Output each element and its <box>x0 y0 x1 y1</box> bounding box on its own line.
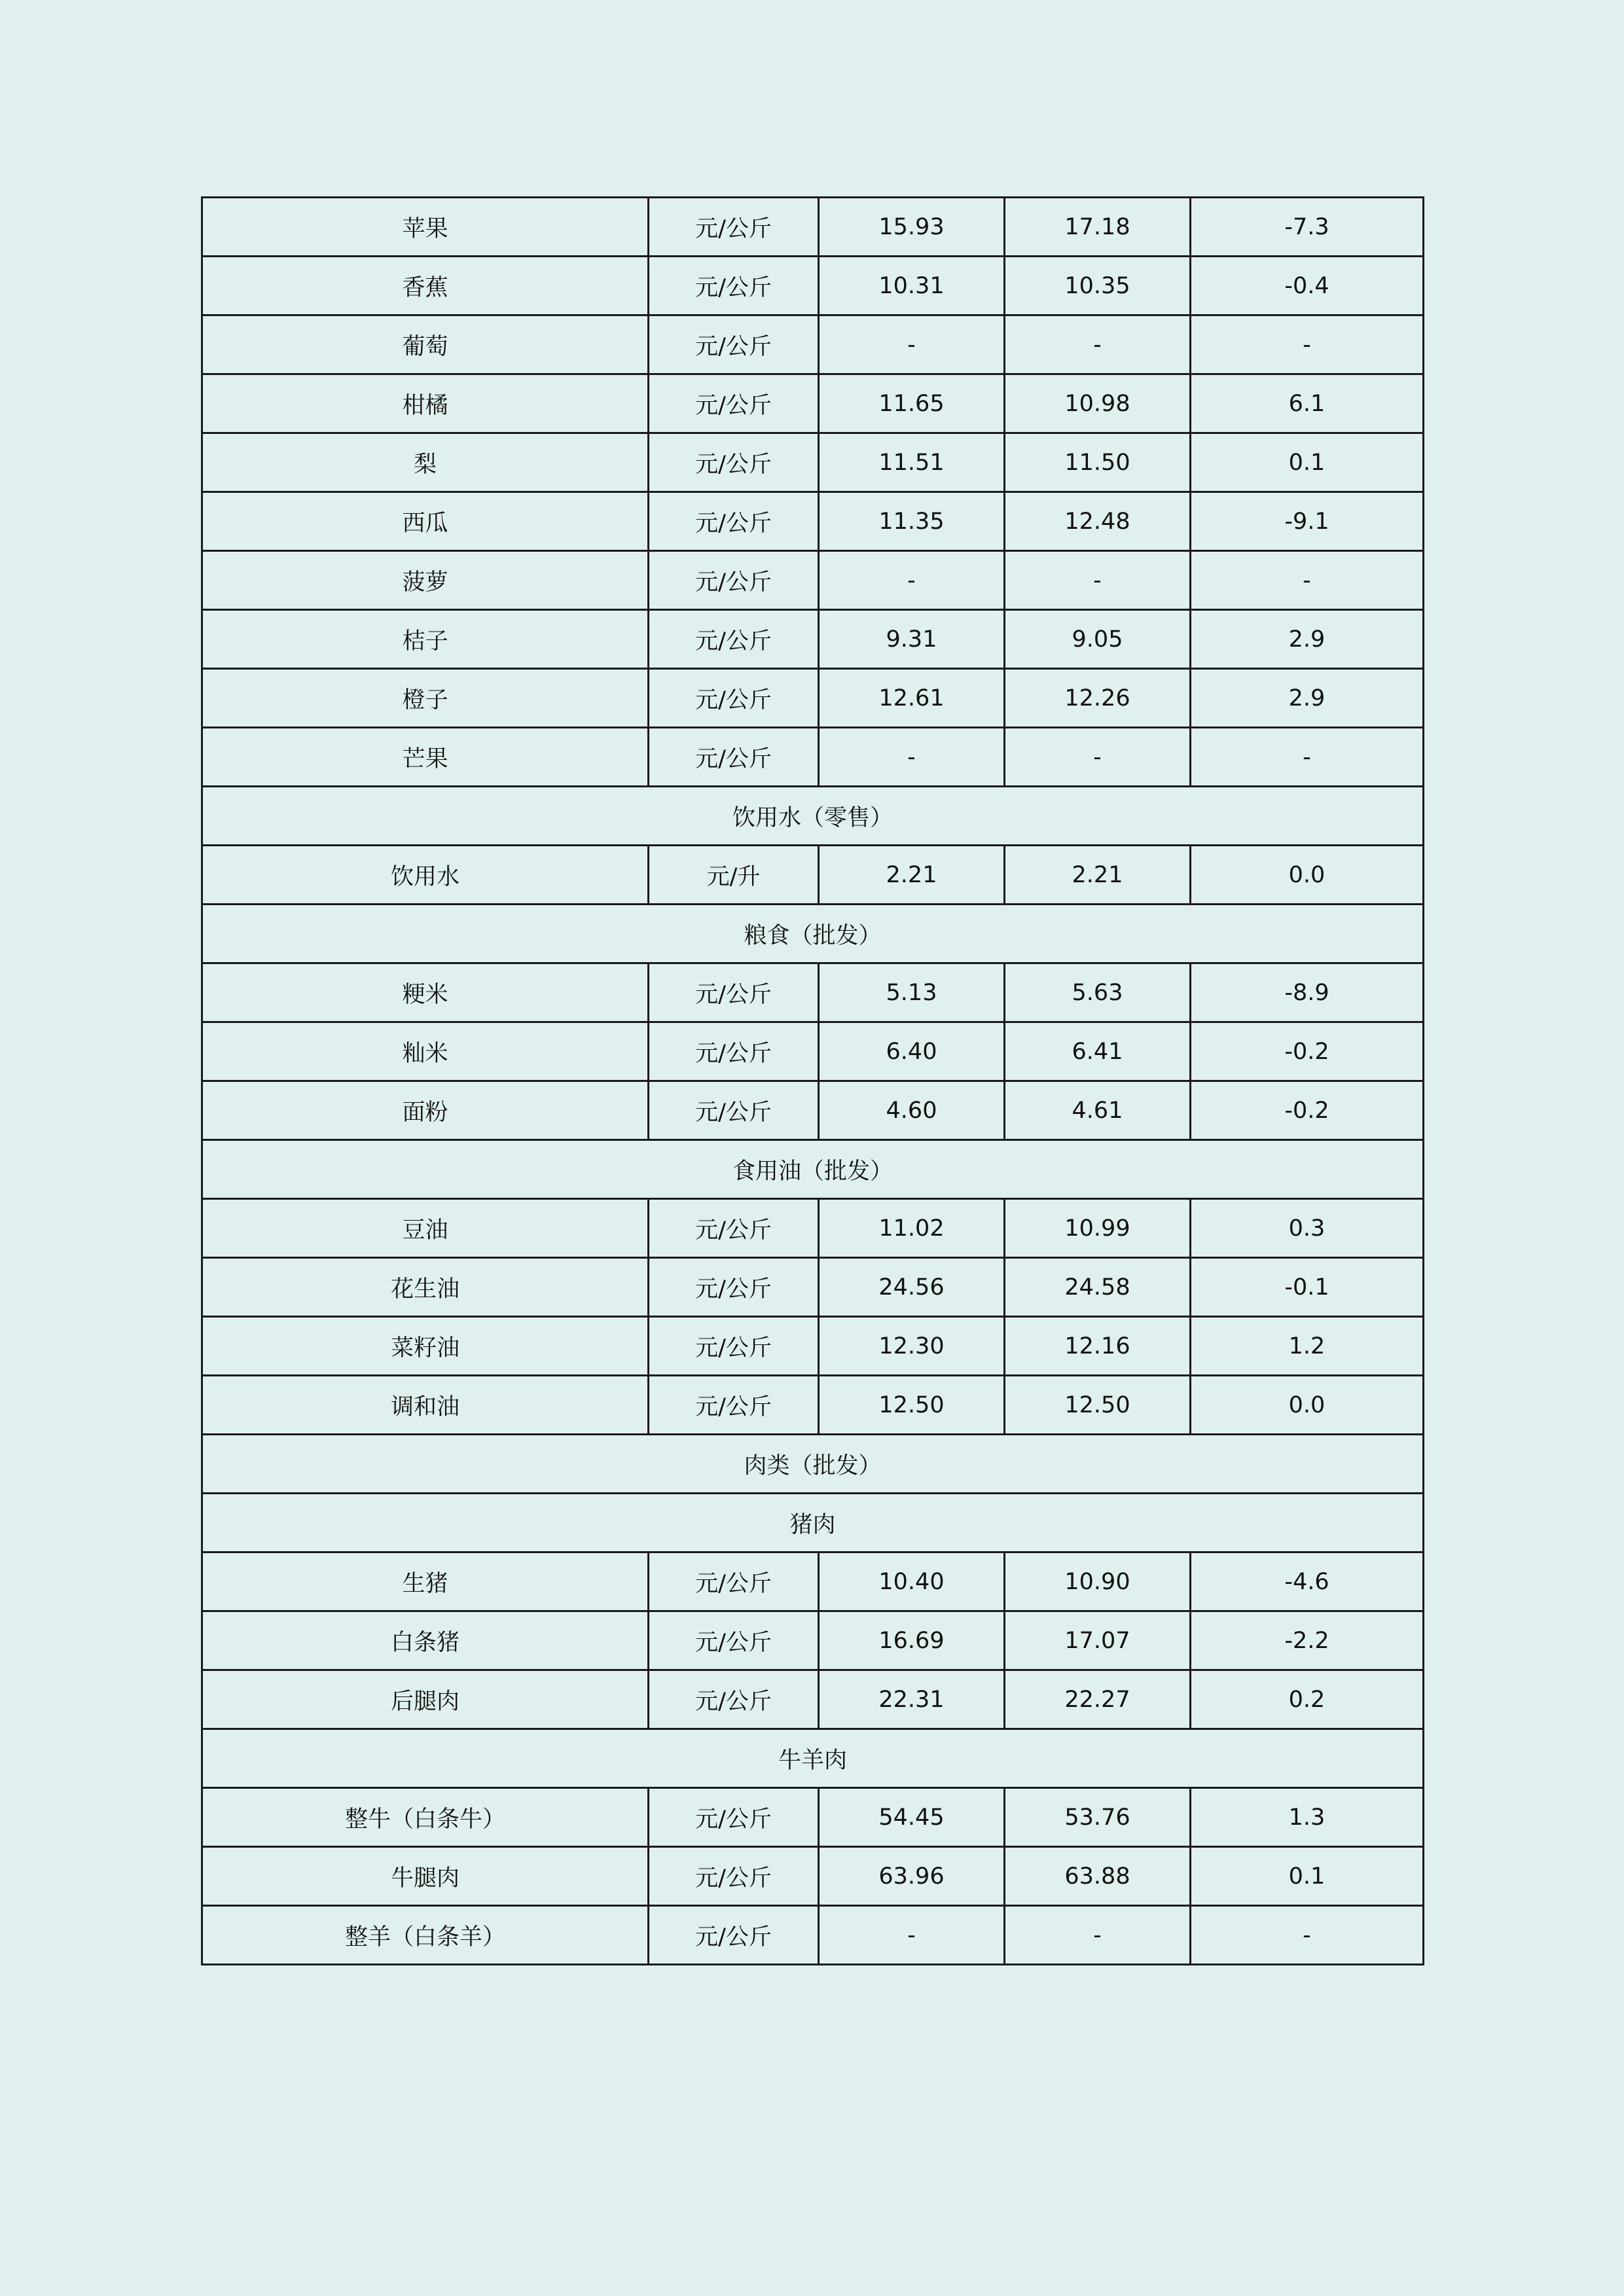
unit-cell: 元/公斤 <box>649 1906 819 1965</box>
change-percent-cell: -9.1 <box>1191 492 1424 551</box>
item-name-cell: 柑橘 <box>202 374 649 433</box>
current-price-cell: - <box>819 1906 1005 1965</box>
current-price-cell: - <box>819 551 1005 610</box>
change-percent-cell: 2.9 <box>1191 669 1424 728</box>
current-price-cell: 54.45 <box>819 1788 1005 1847</box>
current-price-cell: 6.40 <box>819 1022 1005 1081</box>
section-header-row <box>202 787 1424 846</box>
table-row <box>202 1317 1424 1376</box>
previous-price-cell: 11.50 <box>1005 433 1191 492</box>
previous-price-cell: 22.27 <box>1005 1670 1191 1729</box>
current-price-cell: 10.31 <box>819 257 1005 315</box>
previous-price-cell: - <box>1005 551 1191 610</box>
change-percent-cell: -0.2 <box>1191 1081 1424 1140</box>
table-row <box>202 728 1424 787</box>
current-price-cell: 12.61 <box>819 669 1005 728</box>
table-row <box>202 1670 1424 1729</box>
previous-price-cell: 10.90 <box>1005 1552 1191 1611</box>
previous-price-cell: 53.76 <box>1005 1788 1191 1847</box>
previous-price-cell: - <box>1005 315 1191 374</box>
change-percent-cell: 0.2 <box>1191 1670 1424 1729</box>
unit-cell: 元/升 <box>649 846 819 905</box>
unit-cell: 元/公斤 <box>649 1552 819 1611</box>
previous-price-cell: 17.07 <box>1005 1611 1191 1670</box>
change-percent-cell: - <box>1191 1906 1424 1965</box>
change-percent-cell: 1.2 <box>1191 1317 1424 1376</box>
previous-price-cell: 12.48 <box>1005 492 1191 551</box>
current-price-cell: 12.50 <box>819 1376 1005 1435</box>
unit-cell: 元/公斤 <box>649 551 819 610</box>
unit-cell: 元/公斤 <box>649 1081 819 1140</box>
change-percent-cell: 0.1 <box>1191 433 1424 492</box>
current-price-cell: 16.69 <box>819 1611 1005 1670</box>
item-name-cell: 豆油 <box>202 1199 649 1258</box>
previous-price-cell: 12.16 <box>1005 1317 1191 1376</box>
previous-price-cell: - <box>1005 1906 1191 1965</box>
item-name-cell: 橙子 <box>202 669 649 728</box>
section-label: 肉类（批发） <box>202 1435 1424 1494</box>
change-percent-cell: 6.1 <box>1191 374 1424 433</box>
unit-cell: 元/公斤 <box>649 1376 819 1435</box>
section-label: 饮用水（零售） <box>202 787 1424 846</box>
section-label: 牛羊肉 <box>202 1729 1424 1788</box>
current-price-cell: 9.31 <box>819 610 1005 669</box>
change-percent-cell: 0.0 <box>1191 846 1424 905</box>
table-row <box>202 610 1424 669</box>
item-name-cell: 整羊（白条羊） <box>202 1906 649 1965</box>
current-price-cell: 15.93 <box>819 198 1005 257</box>
item-name-cell: 西瓜 <box>202 492 649 551</box>
unit-cell: 元/公斤 <box>649 257 819 315</box>
item-name-cell: 调和油 <box>202 1376 649 1435</box>
table-row <box>202 315 1424 374</box>
change-percent-cell: -0.2 <box>1191 1022 1424 1081</box>
previous-price-cell: 17.18 <box>1005 198 1191 257</box>
unit-cell: 元/公斤 <box>649 1199 819 1258</box>
table-row <box>202 1552 1424 1611</box>
change-percent-cell: -0.1 <box>1191 1258 1424 1317</box>
change-percent-cell: - <box>1191 551 1424 610</box>
section-header-row <box>202 1729 1424 1788</box>
unit-cell: 元/公斤 <box>649 1670 819 1729</box>
change-percent-cell: 0.1 <box>1191 1847 1424 1906</box>
current-price-cell: 2.21 <box>819 846 1005 905</box>
item-name-cell: 饮用水 <box>202 846 649 905</box>
change-percent-cell: -2.2 <box>1191 1611 1424 1670</box>
item-name-cell: 菜籽油 <box>202 1317 649 1376</box>
table-row <box>202 1906 1424 1965</box>
section-label: 粮食（批发） <box>202 905 1424 963</box>
table-row <box>202 1847 1424 1906</box>
unit-cell: 元/公斤 <box>649 1788 819 1847</box>
previous-price-cell: 6.41 <box>1005 1022 1191 1081</box>
table-row <box>202 1081 1424 1140</box>
unit-cell: 元/公斤 <box>649 1022 819 1081</box>
item-name-cell: 面粉 <box>202 1081 649 1140</box>
section-label: 食用油（批发） <box>202 1140 1424 1199</box>
current-price-cell: 11.65 <box>819 374 1005 433</box>
previous-price-cell: 12.50 <box>1005 1376 1191 1435</box>
item-name-cell: 籼米 <box>202 1022 649 1081</box>
table-row <box>202 1258 1424 1317</box>
previous-price-cell: 2.21 <box>1005 846 1191 905</box>
current-price-cell: 12.30 <box>819 1317 1005 1376</box>
item-name-cell: 葡萄 <box>202 315 649 374</box>
previous-price-cell: 10.35 <box>1005 257 1191 315</box>
unit-cell: 元/公斤 <box>649 492 819 551</box>
current-price-cell: 22.31 <box>819 1670 1005 1729</box>
current-price-cell: 24.56 <box>819 1258 1005 1317</box>
current-price-cell: 11.51 <box>819 433 1005 492</box>
price-table <box>201 196 1424 1965</box>
change-percent-cell: -8.9 <box>1191 963 1424 1022</box>
unit-cell: 元/公斤 <box>649 728 819 787</box>
item-name-cell: 香蕉 <box>202 257 649 315</box>
change-percent-cell: 0.3 <box>1191 1199 1424 1258</box>
change-percent-cell: - <box>1191 315 1424 374</box>
previous-price-cell: 10.99 <box>1005 1199 1191 1258</box>
previous-price-cell: 4.61 <box>1005 1081 1191 1140</box>
section-header-row <box>202 1435 1424 1494</box>
item-name-cell: 后腿肉 <box>202 1670 649 1729</box>
item-name-cell: 芒果 <box>202 728 649 787</box>
table-row <box>202 198 1424 257</box>
section-header-row <box>202 905 1424 963</box>
table-row <box>202 846 1424 905</box>
table-row <box>202 1022 1424 1081</box>
change-percent-cell: 2.9 <box>1191 610 1424 669</box>
previous-price-cell: 10.98 <box>1005 374 1191 433</box>
item-name-cell: 整牛（白条牛） <box>202 1788 649 1847</box>
item-name-cell: 牛腿肉 <box>202 1847 649 1906</box>
table-row <box>202 1376 1424 1435</box>
table-row <box>202 257 1424 315</box>
unit-cell: 元/公斤 <box>649 374 819 433</box>
change-percent-cell: 1.3 <box>1191 1788 1424 1847</box>
item-name-cell: 苹果 <box>202 198 649 257</box>
previous-price-cell: 9.05 <box>1005 610 1191 669</box>
current-price-cell: 11.02 <box>819 1199 1005 1258</box>
unit-cell: 元/公斤 <box>649 610 819 669</box>
unit-cell: 元/公斤 <box>649 315 819 374</box>
item-name-cell: 菠萝 <box>202 551 649 610</box>
current-price-cell: 5.13 <box>819 963 1005 1022</box>
table-row <box>202 963 1424 1022</box>
unit-cell: 元/公斤 <box>649 669 819 728</box>
unit-cell: 元/公斤 <box>649 1258 819 1317</box>
change-percent-cell: -4.6 <box>1191 1552 1424 1611</box>
previous-price-cell: - <box>1005 728 1191 787</box>
unit-cell: 元/公斤 <box>649 963 819 1022</box>
unit-cell: 元/公斤 <box>649 198 819 257</box>
item-name-cell: 生猪 <box>202 1552 649 1611</box>
table-row <box>202 433 1424 492</box>
section-label: 猪肉 <box>202 1494 1424 1552</box>
item-name-cell: 花生油 <box>202 1258 649 1317</box>
current-price-cell: 4.60 <box>819 1081 1005 1140</box>
unit-cell: 元/公斤 <box>649 1317 819 1376</box>
item-name-cell: 白条猪 <box>202 1611 649 1670</box>
table-row <box>202 374 1424 433</box>
section-header-row <box>202 1140 1424 1199</box>
unit-cell: 元/公斤 <box>649 1611 819 1670</box>
table-row <box>202 1788 1424 1847</box>
previous-price-cell: 5.63 <box>1005 963 1191 1022</box>
section-header-row <box>202 1494 1424 1552</box>
current-price-cell: 10.40 <box>819 1552 1005 1611</box>
item-name-cell: 梨 <box>202 433 649 492</box>
table-row <box>202 669 1424 728</box>
table-row <box>202 1199 1424 1258</box>
previous-price-cell: 24.58 <box>1005 1258 1191 1317</box>
previous-price-cell: 12.26 <box>1005 669 1191 728</box>
table-body <box>202 198 1424 1965</box>
change-percent-cell: 0.0 <box>1191 1376 1424 1435</box>
change-percent-cell: -0.4 <box>1191 257 1424 315</box>
unit-cell: 元/公斤 <box>649 433 819 492</box>
previous-price-cell: 63.88 <box>1005 1847 1191 1906</box>
item-name-cell: 粳米 <box>202 963 649 1022</box>
table-row <box>202 1611 1424 1670</box>
change-percent-cell: -7.3 <box>1191 198 1424 257</box>
item-name-cell: 桔子 <box>202 610 649 669</box>
table-row <box>202 551 1424 610</box>
current-price-cell: 11.35 <box>819 492 1005 551</box>
current-price-cell: - <box>819 315 1005 374</box>
table-row <box>202 492 1424 551</box>
current-price-cell: - <box>819 728 1005 787</box>
unit-cell: 元/公斤 <box>649 1847 819 1906</box>
current-price-cell: 63.96 <box>819 1847 1005 1906</box>
change-percent-cell: - <box>1191 728 1424 787</box>
